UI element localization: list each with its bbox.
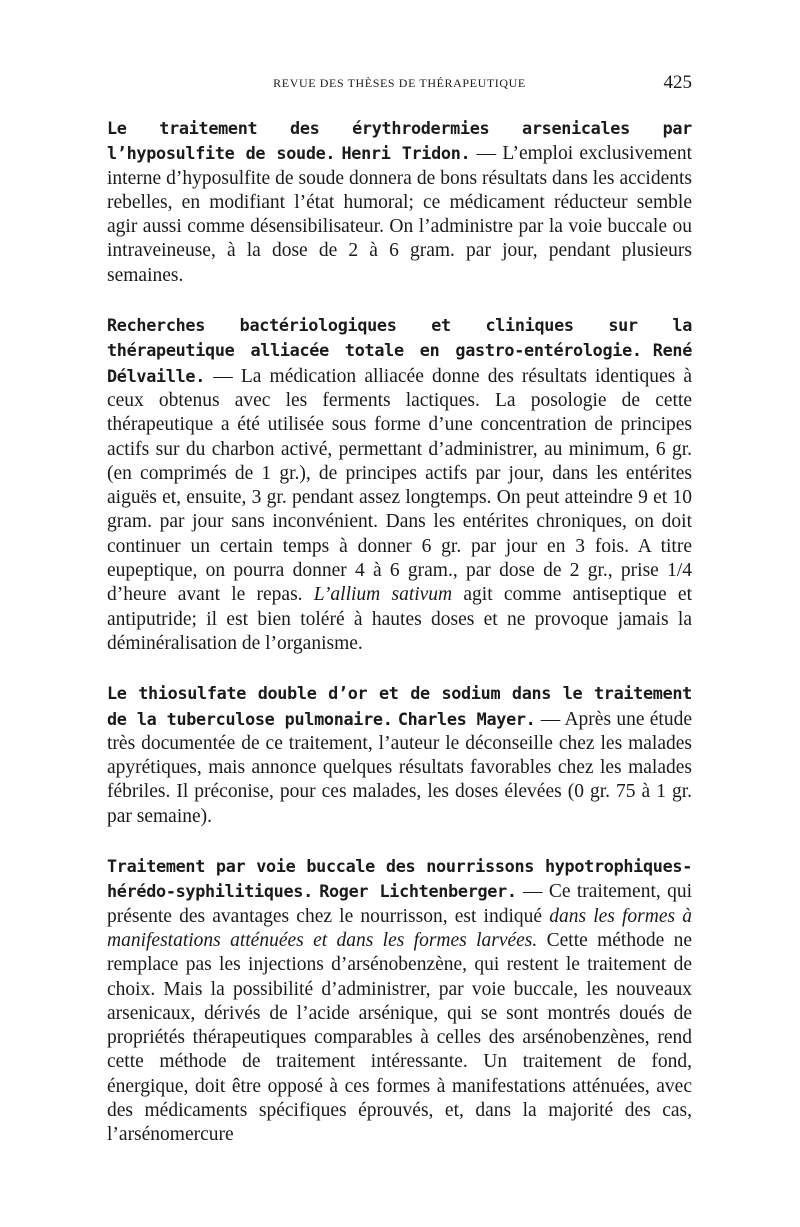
entry-body: — L’emploi exclusivement interne d’hyposulfite de soude donnera de bons résultats dans les accidents rebelles, en modifiant l’état humoral; ce médicament réducteur semble agir aussi comme désensibilisateur. On l’administre par la voie buccale ou intraveineuse, à la dose de 2 à 6 gram. par jour, pendant plusieurs semaines. <box>107 143 692 286</box>
entry-body: — Ce traitement, qui présente des avantages chez le nourrisson, est indiqué <box>107 881 692 927</box>
entry-italic: dans les formes à manifestations atténuées et dans les formes larvées. <box>107 905 692 951</box>
entry-author: René Délvaille. <box>107 340 693 386</box>
entry-hyposulfite <box>107 116 692 288</box>
page <box>107 70 692 1148</box>
page-number: 425 <box>663 72 692 93</box>
entry-thiosulfate <box>107 681 692 829</box>
entry-title: Recherches bactériologiques et cliniques sur la thérapeutique alliacée totale en gastro-entérologie. <box>107 315 692 361</box>
entry-nourrissons <box>107 854 692 1148</box>
entry-title: Le traitement des érythrodermies arsenicales par l’hyposulfite de soude. <box>107 118 692 164</box>
entry-author: Henri Tridon. <box>341 143 471 164</box>
entry-author: Roger Lichtenberger. <box>319 881 517 902</box>
entry-italic: L’allium sativum <box>313 584 453 606</box>
running-head <box>107 70 692 100</box>
entry-author: Charles Mayer. <box>397 708 536 729</box>
entry-body: — Après une étude très documentée de ce traitement, l’auteur le déconseille chez les malades apyrétiques, mais annonce quelques résultats favorables chez les malades fébriles. Il préconise, pour ces malades, les doses élevées (0 gr. 75 à 1 gr. par semaine). <box>107 708 692 827</box>
entry-body-continued: Cette méthode ne remplace pas les injections d’arsénobenzène, qui restent le traitement de choix. Mais la possibilité d’administrer, par voie buccale, les nouveaux arsenicaux, dérivés de l’acide arsénique, qui se sont montrés doués de propriétés thérapeutiques comparables à celles des arsénobenzènes, rend cette méthode de traitement intéressante. Un traitement de fond, énergique, doit être opposé à ces formes à manifestations atténuées, avec des médicaments spécifiques éprouvés, et, dans la majorité des cas, l’arsénomercure <box>107 929 693 1146</box>
entry-body-continued: agit comme antiseptique et antiputride; il est bien toléré à hautes doses et ne provoque jamais la déminéralisation de l’organisme. <box>107 584 692 654</box>
entry-body: — La médication alliacée donne des résultats identiques à ceux obtenus avec les ferments lactiques. La posologie de cette thérapeutique a été utilisée sous forme d’une concentration de principes actifs sur du charbon activé, permettant d’administrer, au minimum, 6 gr. (en comprimés de 1 gr.), de principes actifs par jour, dans les entérites aiguës et, ensuite, 3 gr. pendant assez longtemps. On peut atteindre 9 et 10 gram. par jour sans inconvénient. Dans les entérites chroniques, on doit continuer un certain temps à donner 6 gr. par jour en 3 fois. A titre eupeptique, on pourra donner 4 à 6 gram., par dose de 2 gr., prise 1/4 d’heure avant le repas. <box>107 365 692 606</box>
entry-title: Traitement par voie buccale des nourrissons hypotrophiques-hérédo-syphilitiques. <box>107 856 692 902</box>
entry-title: Le thiosulfate double d’or et de sodium dans le traitement de la tuberculose pulmonaire. <box>107 683 692 729</box>
entry-alliacee <box>107 313 692 656</box>
running-title: REVUE DES THÈSES DE THÉRAPEUTIQUE <box>273 76 526 90</box>
